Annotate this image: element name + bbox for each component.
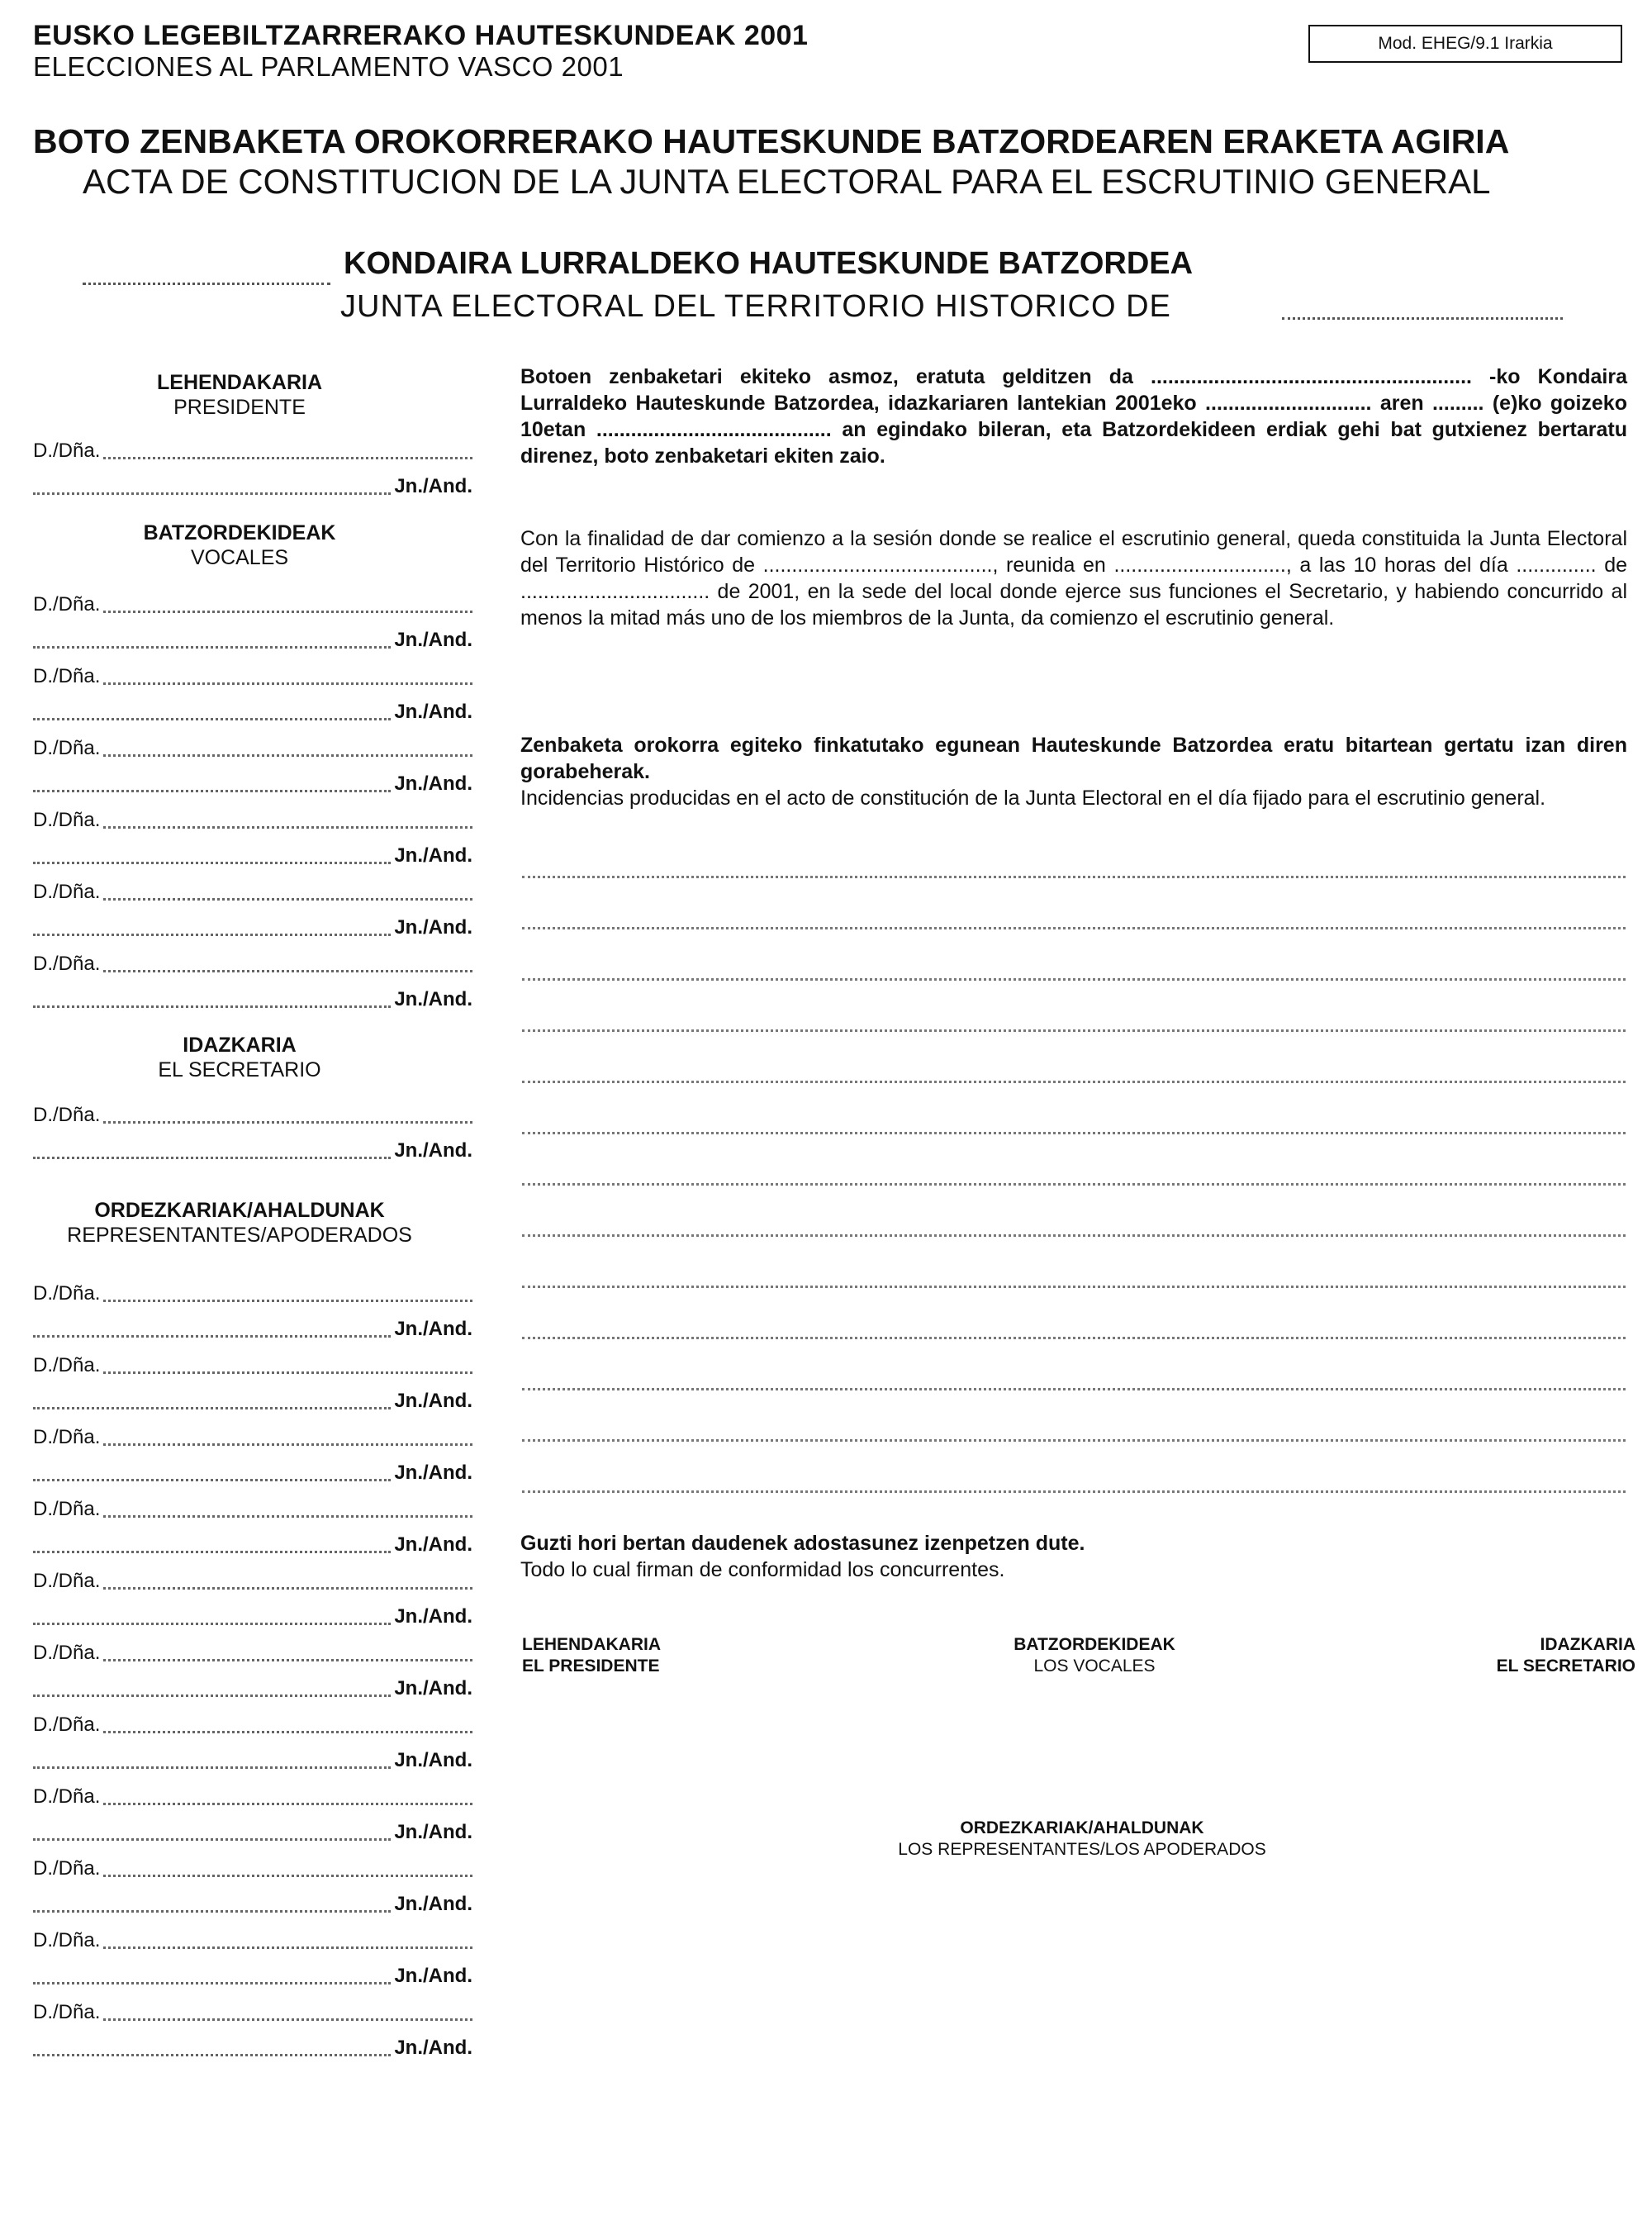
name-field-line[interactable] bbox=[103, 440, 472, 459]
name-field[interactable] bbox=[33, 953, 472, 976]
attendance-field-line[interactable] bbox=[33, 989, 391, 1008]
attendance-field[interactable] bbox=[33, 1749, 472, 1772]
attendance-field-label: Jn./And. bbox=[394, 1749, 472, 1771]
section-heading-basque: ORDEZKARIAK/AHALDUNAK bbox=[94, 1199, 385, 1222]
attendance-field[interactable] bbox=[33, 1821, 472, 1844]
section-heading-spanish: PRESIDENTE bbox=[173, 396, 306, 419]
attendance-field-label: Jn./And. bbox=[394, 475, 472, 497]
name-field-label: D./Dña. bbox=[33, 1282, 101, 1305]
name-field[interactable] bbox=[33, 737, 472, 760]
name-field-label: D./Dña. bbox=[33, 1104, 101, 1126]
attendance-field-line[interactable] bbox=[33, 2037, 391, 2056]
incident-writing-line[interactable] bbox=[522, 1284, 1626, 1288]
signature-vocals-spanish: LOS VOCALES bbox=[1033, 1656, 1156, 1676]
attendance-field[interactable] bbox=[33, 1605, 472, 1628]
attendance-field-label: Jn./And. bbox=[394, 701, 472, 723]
name-field[interactable] bbox=[33, 1785, 472, 1809]
name-field-label: D./Dña. bbox=[33, 440, 101, 462]
closing-basque: Guzti hori bertan daudenek adostasunez izenpetzen dute. bbox=[520, 1532, 1085, 1555]
name-field-label: D./Dña. bbox=[33, 1570, 101, 1592]
section-heading bbox=[0, 1033, 479, 1082]
attendance-field-label: Jn./And. bbox=[394, 916, 472, 939]
incident-writing-line[interactable] bbox=[522, 1181, 1626, 1186]
attendance-field-line[interactable] bbox=[33, 917, 391, 936]
attendance-field[interactable] bbox=[33, 988, 472, 1011]
attendance-field[interactable] bbox=[33, 1533, 472, 1557]
attendance-field-line[interactable] bbox=[33, 1965, 391, 1984]
name-field-label: D./Dña. bbox=[33, 1929, 101, 1951]
attendance-field[interactable] bbox=[33, 916, 472, 939]
attendance-field[interactable] bbox=[33, 1390, 472, 1413]
name-field-label: D./Dña. bbox=[33, 1498, 101, 1520]
name-field[interactable] bbox=[33, 1282, 472, 1305]
name-field-line[interactable] bbox=[103, 1283, 472, 1302]
name-field-label: D./Dña. bbox=[33, 1426, 101, 1448]
name-field-label: D./Dña. bbox=[33, 1642, 101, 1664]
attendance-field-label: Jn./And. bbox=[394, 1605, 472, 1628]
attendance-field-line[interactable] bbox=[33, 1750, 391, 1769]
signature-president bbox=[522, 1634, 661, 1677]
name-field[interactable] bbox=[33, 1714, 472, 1737]
attendance-field[interactable] bbox=[33, 1965, 472, 1988]
attendance-field-line[interactable] bbox=[33, 1894, 391, 1913]
name-field-line[interactable] bbox=[103, 1930, 472, 1949]
signature-representatives bbox=[826, 1818, 1338, 1861]
name-field-line[interactable] bbox=[103, 882, 472, 901]
attendance-field-label: Jn./And. bbox=[394, 1677, 472, 1699]
model-code: Mod. EHEG/9.1 Irarkia bbox=[1378, 34, 1553, 53]
signature-secretary bbox=[1437, 1634, 1635, 1677]
attendance-field-line[interactable] bbox=[33, 701, 391, 720]
section-heading-spanish: EL SECRETARIO bbox=[158, 1058, 321, 1081]
incidents-heading-basque: Zenbaketa orokorra egiteko finkatutako egunean Hauteskunde Batzordea eratu bitartean gertatu izan diren gorabeherak. bbox=[520, 734, 1627, 783]
name-field[interactable] bbox=[33, 1426, 472, 1449]
election-title-basque: EUSKO LEGEBILTZARRERAKO HAUTESKUNDEAK 2001 bbox=[33, 20, 809, 51]
incident-writing-line[interactable] bbox=[522, 1028, 1626, 1032]
name-field-label: D./Dña. bbox=[33, 2001, 101, 2023]
model-code-box bbox=[1308, 25, 1622, 63]
attendance-field-label: Jn./And. bbox=[394, 1318, 472, 1340]
signature-president-spanish: EL PRESIDENTE bbox=[522, 1656, 660, 1676]
territory-blank-spanish[interactable] bbox=[1282, 301, 1563, 320]
name-field-line[interactable] bbox=[103, 666, 472, 685]
attendance-field-label: Jn./And. bbox=[394, 1821, 472, 1843]
signature-president-basque: LEHENDAKARIA bbox=[522, 1635, 661, 1654]
name-field-label: D./Dña. bbox=[33, 881, 101, 903]
section-heading-spanish: REPRESENTANTES/APODERADOS bbox=[67, 1224, 412, 1247]
name-field[interactable] bbox=[33, 1570, 472, 1593]
committee-title-basque: KONDAIRA LURRALDEKO HAUTESKUNDE BATZORDEA bbox=[344, 246, 1194, 281]
attendance-field-line[interactable] bbox=[33, 845, 391, 864]
attendance-field-label: Jn./And. bbox=[394, 1893, 472, 1915]
attendance-field-line[interactable] bbox=[33, 1462, 391, 1481]
name-field[interactable] bbox=[33, 1857, 472, 1880]
name-field[interactable] bbox=[33, 809, 472, 832]
name-field-line[interactable] bbox=[103, 1786, 472, 1805]
constitution-paragraph-basque: Botoen zenbaketari ekiteko asmoz, eratuta gelditzen da ........................................................ -ko Kondaira Lurraldeko Hauteskunde Batzordea, idazkariaren lantekian 2001eko ............................. aren ......... (e)ko goizeko 10etan ......................................... an egindako bileran, eta Batzordekideen erdiak gehi bat gutxienez bertaratu direnez, boto zenbaketari ekiten zaio. bbox=[520, 365, 1627, 468]
name-field-line[interactable] bbox=[103, 1105, 472, 1124]
attendance-field-label: Jn./And. bbox=[394, 844, 472, 867]
attendance-field-line[interactable] bbox=[33, 773, 391, 792]
signature-reps-spanish: LOS REPRESENTANTES/LOS APODERADOS bbox=[898, 1840, 1266, 1859]
name-field[interactable] bbox=[33, 1354, 472, 1377]
document-title-basque: BOTO ZENBAKETA OROKORRERAKO HAUTESKUNDE BATZORDEAREN ERAKETA AGIRIA bbox=[33, 122, 1510, 160]
attendance-field-label: Jn./And. bbox=[394, 1139, 472, 1162]
attendance-field-label: Jn./And. bbox=[394, 1462, 472, 1484]
territory-blank-basque[interactable] bbox=[83, 253, 330, 285]
document-title-spanish: ACTA DE CONSTITUCION DE LA JUNTA ELECTORAL PARA EL ESCRUTINIO GENERAL bbox=[83, 162, 1491, 201]
attendance-field-line[interactable] bbox=[33, 630, 391, 649]
name-field-label: D./Dña. bbox=[33, 953, 101, 975]
name-field[interactable] bbox=[33, 2001, 472, 2024]
incident-writing-line[interactable] bbox=[522, 925, 1626, 929]
incidents-heading-spanish: Incidencias producidas en el acto de constitución de la Junta Electoral en el día fijado para el escrutinio general. bbox=[520, 787, 1546, 810]
attendance-field[interactable] bbox=[33, 475, 472, 498]
name-field-line[interactable] bbox=[103, 1499, 472, 1518]
name-field[interactable] bbox=[33, 593, 472, 616]
attendance-field[interactable] bbox=[33, 629, 472, 652]
section-heading bbox=[0, 370, 479, 420]
incident-writing-line[interactable] bbox=[522, 1130, 1626, 1134]
attendance-field[interactable] bbox=[33, 1893, 472, 1916]
name-field-label: D./Dña. bbox=[33, 737, 101, 759]
attendance-field-line[interactable] bbox=[33, 476, 391, 495]
constitution-paragraph-spanish: Con la finalidad de dar comienzo a la sesión donde se realice el escrutinio general, queda constituida la Junta Electoral del Territorio Histórico de ........................................, reunida en .............................., a las 10 horas del día .............. de ................................. de 2001, en la sede del local donde ejerce sus funciones el Secretario, y habiendo concurrido al menos la mitad más uno de los miembros de la Junta, da comienzo el escrutinio general. bbox=[520, 527, 1627, 630]
name-field[interactable] bbox=[33, 665, 472, 688]
name-field-line[interactable] bbox=[103, 953, 472, 972]
incident-writing-line[interactable] bbox=[522, 1335, 1626, 1339]
attendance-field-label: Jn./And. bbox=[394, 1390, 472, 1412]
attendance-field[interactable] bbox=[33, 844, 472, 867]
signature-vocals bbox=[975, 1634, 1214, 1677]
name-field-label: D./Dña. bbox=[33, 1785, 101, 1808]
attendance-field-label: Jn./And. bbox=[394, 772, 472, 795]
incident-writing-line[interactable] bbox=[522, 1438, 1626, 1442]
attendance-field[interactable] bbox=[33, 1139, 472, 1162]
name-field-line[interactable] bbox=[103, 810, 472, 829]
committee-title-spanish: JUNTA ELECTORAL DEL TERRITORIO HISTORICO DE bbox=[340, 289, 1171, 324]
name-field[interactable] bbox=[33, 1104, 472, 1127]
attendance-field[interactable] bbox=[33, 701, 472, 724]
attendance-field-line[interactable] bbox=[33, 1390, 391, 1409]
attendance-field-line[interactable] bbox=[33, 1678, 391, 1697]
attendance-field-label: Jn./And. bbox=[394, 629, 472, 651]
section-heading-basque: IDAZKARIA bbox=[183, 1034, 297, 1057]
attendance-field[interactable] bbox=[33, 1677, 472, 1700]
name-field-line[interactable] bbox=[103, 1714, 472, 1733]
name-field[interactable] bbox=[33, 1929, 472, 1952]
name-field-label: D./Dña. bbox=[33, 809, 101, 831]
attendance-field-line[interactable] bbox=[33, 1140, 391, 1159]
incident-writing-line[interactable] bbox=[522, 1233, 1626, 1237]
attendance-field-line[interactable] bbox=[33, 1822, 391, 1841]
attendance-field[interactable] bbox=[33, 772, 472, 796]
name-field-line[interactable] bbox=[103, 1571, 472, 1590]
name-field-line[interactable] bbox=[103, 1427, 472, 1446]
signature-vocals-basque: BATZORDEKIDEAK bbox=[1014, 1635, 1175, 1654]
incident-writing-line[interactable] bbox=[522, 1386, 1626, 1390]
closing-spanish: Todo lo cual firman de conformidad los concurrentes. bbox=[520, 1558, 1005, 1581]
section-heading bbox=[0, 1198, 479, 1248]
name-field[interactable] bbox=[33, 1642, 472, 1665]
attendance-field[interactable] bbox=[33, 1318, 472, 1341]
attendance-field-label: Jn./And. bbox=[394, 988, 472, 1010]
election-title-spanish: ELECCIONES AL PARLAMENTO VASCO 2001 bbox=[33, 51, 624, 82]
name-field-line[interactable] bbox=[103, 1642, 472, 1661]
name-field[interactable] bbox=[33, 881, 472, 904]
incident-writing-line[interactable] bbox=[522, 1079, 1626, 1083]
incident-writing-line[interactable] bbox=[522, 874, 1626, 878]
attendance-field-line[interactable] bbox=[33, 1319, 391, 1338]
attendance-field-line[interactable] bbox=[33, 1606, 391, 1625]
attendance-field-label: Jn./And. bbox=[394, 1965, 472, 1987]
section-heading-spanish: VOCALES bbox=[190, 546, 289, 569]
attendance-field-label: Jn./And. bbox=[394, 2037, 472, 2059]
incident-writing-line[interactable] bbox=[522, 1489, 1626, 1493]
name-field-label: D./Dña. bbox=[33, 593, 101, 616]
name-field-line[interactable] bbox=[103, 2002, 472, 2021]
section-heading-basque: LEHENDAKARIA bbox=[157, 371, 322, 394]
name-field-line[interactable] bbox=[103, 738, 472, 757]
name-field-line[interactable] bbox=[103, 1355, 472, 1374]
signature-secretary-spanish: EL SECRETARIO bbox=[1496, 1656, 1635, 1676]
name-field[interactable] bbox=[33, 1498, 472, 1521]
signature-secretary-basque: IDAZKARIA bbox=[1540, 1635, 1635, 1654]
name-field-label: D./Dña. bbox=[33, 1354, 101, 1376]
name-field-line[interactable] bbox=[103, 1858, 472, 1877]
section-heading-basque: BATZORDEKIDEAK bbox=[143, 521, 336, 544]
name-field-label: D./Dña. bbox=[33, 1857, 101, 1880]
name-field-label: D./Dña. bbox=[33, 1714, 101, 1736]
section-heading bbox=[0, 520, 479, 570]
incident-writing-line[interactable] bbox=[522, 977, 1626, 981]
name-field-label: D./Dña. bbox=[33, 665, 101, 687]
name-field-line[interactable] bbox=[103, 594, 472, 613]
attendance-field[interactable] bbox=[33, 2037, 472, 2060]
attendance-field-line[interactable] bbox=[33, 1534, 391, 1553]
attendance-field[interactable] bbox=[33, 1462, 472, 1485]
signature-reps-basque: ORDEZKARIAK/AHALDUNAK bbox=[960, 1818, 1204, 1837]
attendance-field-label: Jn./And. bbox=[394, 1533, 472, 1556]
name-field[interactable] bbox=[33, 440, 472, 463]
